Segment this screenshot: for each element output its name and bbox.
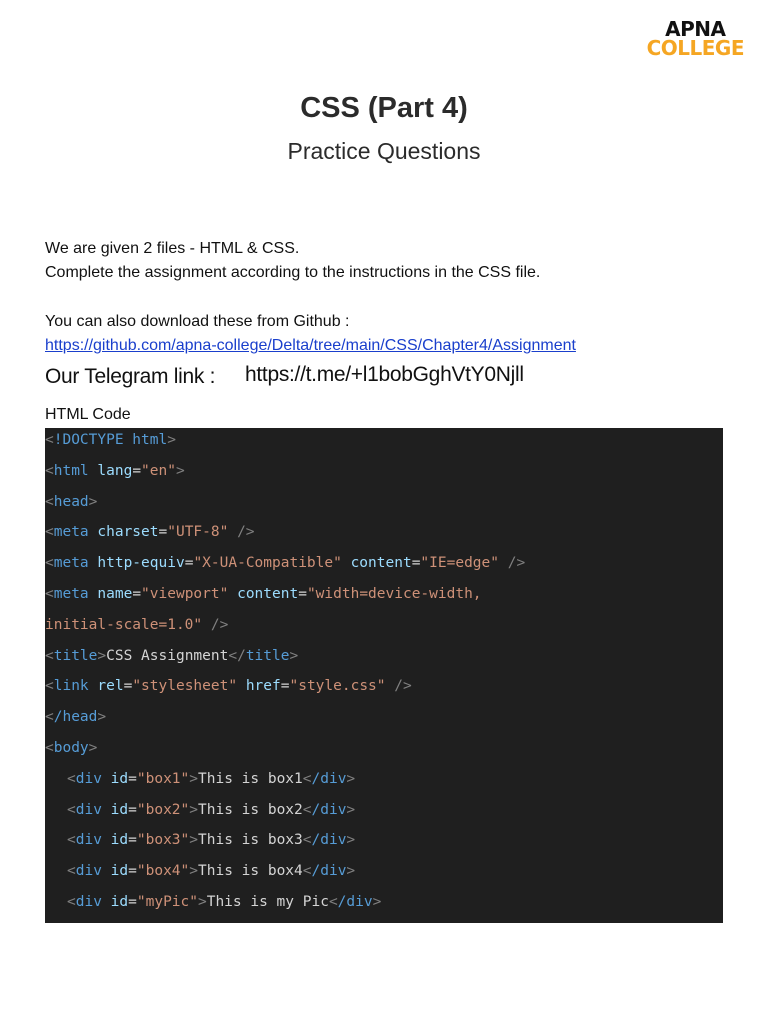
code-line: <div id="myPic">This is my Pic</div> — [67, 893, 382, 910]
code-line: <title>CSS Assignment</title> — [45, 647, 299, 664]
code-line: <head> — [45, 493, 98, 510]
code-line: <html lang="en"> — [45, 462, 185, 479]
code-line: <div id="box2">This is box2</div> — [67, 801, 356, 818]
code-line: </head> — [45, 709, 107, 726]
code-line: <div id="box1">This is box1</div> — [67, 770, 356, 787]
code-line: <meta http-equiv="X-UA-Compatible" content="IE=edge" /> — [45, 555, 526, 572]
download-paragraph — [45, 310, 576, 358]
intro-line-1: We are given 2 files - HTML & CSS. — [45, 240, 300, 257]
intro-line-2: Complete the assignment according to the instructions in the CSS file. — [45, 264, 541, 281]
code-line: <div id="box3">This is box3</div> — [67, 832, 356, 849]
code-line: <!DOCTYPE html> — [45, 432, 176, 448]
apna-college-logo — [646, 17, 744, 60]
telegram-line — [45, 363, 524, 389]
code-line: <meta name="viewport" content="width=device-width, — [45, 585, 482, 602]
code-line: initial-scale=1.0" /> — [45, 616, 229, 633]
page-title: CSS (Part 4) — [300, 92, 468, 124]
html-code-block — [45, 428, 723, 923]
page-subtitle: Practice Questions — [287, 138, 481, 164]
code-line: <meta charset="UTF-8" /> — [45, 524, 255, 541]
telegram-label: Our Telegram link : — [45, 365, 216, 388]
code-line: <body> — [45, 739, 98, 756]
github-link[interactable]: https://github.com/apna-college/Delta/tree/main/CSS/Chapter4/Assignment — [45, 337, 576, 354]
logo-line-college: COLLEGE — [646, 36, 744, 60]
telegram-link[interactable]: https://t.me/+l1bobGghVtY0Njll — [245, 363, 524, 386]
code-line: <div id="box4">This is box4</div> — [67, 863, 356, 880]
logo-line-apna: APNA — [665, 17, 726, 41]
code-label: HTML Code — [45, 406, 131, 423]
download-text: You can also download these from Github : — [45, 313, 350, 330]
code-line: <link rel="stylesheet" href="style.css" /> — [45, 678, 412, 695]
intro-paragraph — [45, 237, 540, 285]
